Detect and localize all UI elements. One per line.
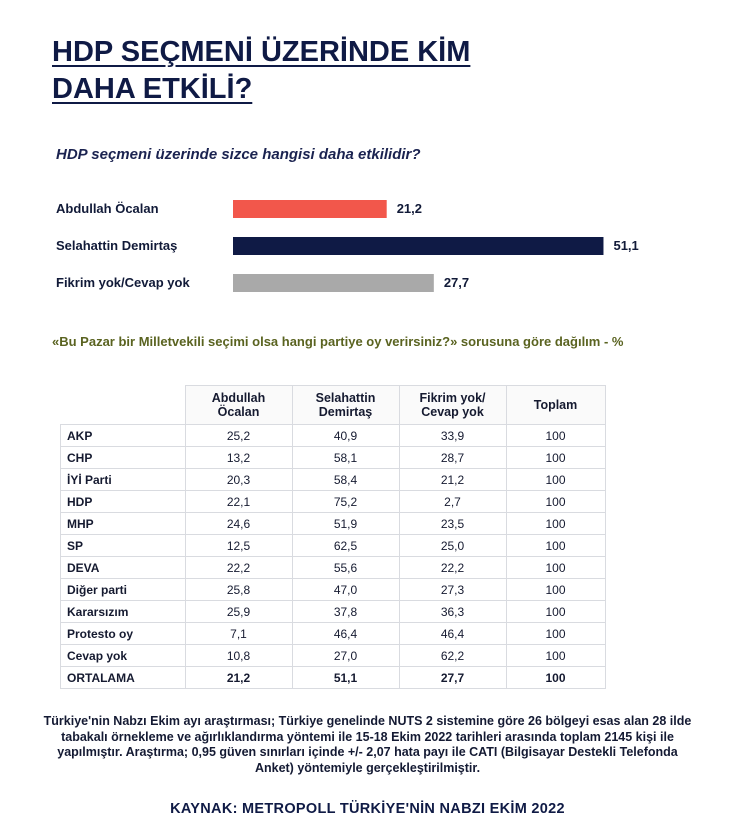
- methodology-footnote: Türkiye'nin Nabzı Ekim ayı araştırması; Türkiye genelinde NUTS 2 sistemine göre 26 bölgeyi esas alan 28 ilde tabakalı örnekleme ve ağırlıklandırma yöntemi ile 15-18 Ekim 2022 tarihleri arasında toplam 2145 kişi ile yapılmıştır. Araştırma; 0,95 güven sınırları içinde +/- 2,07 hata payı ile CATI (Bilgisayar Destekli Telefonda Anket) yöntemiyle gerçekleştirilmiştir.: [43, 714, 692, 775]
- value-cell: 100: [506, 491, 605, 513]
- value-cell: 12,5: [185, 535, 292, 557]
- party-name-cell: DEVA: [61, 557, 186, 579]
- column-header: Toplam: [506, 386, 605, 425]
- value-cell: 55,6: [292, 557, 399, 579]
- table-row: [61, 425, 606, 447]
- value-cell: 40,9: [292, 425, 399, 447]
- table-row: [61, 535, 606, 557]
- value-cell: 100: [506, 513, 605, 535]
- value-cell: 100: [506, 601, 605, 623]
- value-cell: 58,4: [292, 469, 399, 491]
- page-title: HDP SEÇMENİ ÜZERİNDE KİM DAHA ETKİLİ?: [52, 36, 471, 105]
- value-cell: 46,4: [292, 623, 399, 645]
- party-name-cell: HDP: [61, 491, 186, 513]
- value-cell: 7,1: [185, 623, 292, 645]
- table-subtitle: «Bu Pazar bir Milletvekili seçimi olsa hangi partiye oy verirsiniz?» sorusuna göre dağılım - %: [52, 334, 624, 349]
- column-header: Selahattin Demirtaş: [292, 386, 399, 425]
- value-cell: 58,1: [292, 447, 399, 469]
- value-cell: 62,5: [292, 535, 399, 557]
- bar-category-label: Abdullah Öcalan: [56, 201, 159, 216]
- value-cell: 37,8: [292, 601, 399, 623]
- value-cell: 21,2: [185, 667, 292, 689]
- bar-category-label: Fikrim yok/Cevap yok: [56, 275, 190, 290]
- chart-question: HDP seçmeni üzerinde sizce hangisi daha etkilidir?: [56, 146, 421, 163]
- value-cell: 28,7: [399, 447, 506, 469]
- value-cell: 25,8: [185, 579, 292, 601]
- table-header-row: [61, 386, 606, 425]
- bar-value-label: 27,7: [443, 275, 470, 290]
- table-row: [61, 491, 606, 513]
- bar-category-label: Selahattin Demirtaş: [56, 238, 178, 253]
- value-cell: 100: [506, 535, 605, 557]
- bar: [233, 274, 434, 292]
- value-cell: 75,2: [292, 491, 399, 513]
- value-cell: 62,2: [399, 645, 506, 667]
- table-average-row: [61, 667, 606, 689]
- value-cell: 33,9: [399, 425, 506, 447]
- party-name-cell: CHP: [61, 447, 186, 469]
- party-name-cell: MHP: [61, 513, 186, 535]
- value-cell: 2,7: [399, 491, 506, 513]
- party-name-cell: İYİ Parti: [61, 469, 186, 491]
- bar-value-label: 51,1: [613, 238, 639, 253]
- value-cell: 100: [506, 579, 605, 601]
- value-cell: 100: [506, 557, 605, 579]
- table-row: [61, 601, 606, 623]
- bar-value-label: 21,2: [396, 201, 423, 216]
- value-cell: 100: [506, 623, 605, 645]
- column-header: Abdullah Öcalan: [185, 386, 292, 425]
- value-cell: 27,3: [399, 579, 506, 601]
- party-name-cell: AKP: [61, 425, 186, 447]
- value-cell: 51,9: [292, 513, 399, 535]
- bar: [233, 200, 387, 218]
- value-cell: 22,2: [399, 557, 506, 579]
- value-cell: 25,9: [185, 601, 292, 623]
- value-cell: 23,5: [399, 513, 506, 535]
- value-cell: 46,4: [399, 623, 506, 645]
- value-cell: 100: [506, 469, 605, 491]
- value-cell: 47,0: [292, 579, 399, 601]
- value-cell: 20,3: [185, 469, 292, 491]
- value-cell: 36,3: [399, 601, 506, 623]
- value-cell: 100: [506, 645, 605, 667]
- value-cell: 100: [506, 425, 605, 447]
- value-cell: 27,0: [292, 645, 399, 667]
- value-cell: 25,0: [399, 535, 506, 557]
- party-name-cell: Diğer parti: [61, 579, 186, 601]
- party-name-cell: Kararsızım: [61, 601, 186, 623]
- crosstab-table: [60, 385, 606, 689]
- party-name-cell: ORTALAMA: [61, 667, 186, 689]
- source-line: KAYNAK: METROPOLL TÜRKİYE'NİN NABZI EKİM 2022: [170, 801, 565, 817]
- value-cell: 100: [506, 667, 605, 689]
- table-row: [61, 447, 606, 469]
- value-cell: 21,2: [399, 469, 506, 491]
- value-cell: 27,7: [399, 667, 506, 689]
- value-cell: 22,1: [185, 491, 292, 513]
- table-row: [61, 469, 606, 491]
- table-row: [61, 623, 606, 645]
- table-row: [61, 645, 606, 667]
- value-cell: 10,8: [185, 645, 292, 667]
- value-cell: 100: [506, 447, 605, 469]
- value-cell: 22,2: [185, 557, 292, 579]
- party-name-cell: Protesto oy: [61, 623, 186, 645]
- party-name-cell: SP: [61, 535, 186, 557]
- bar: [233, 237, 603, 255]
- value-cell: 25,2: [185, 425, 292, 447]
- table-corner-cell: [61, 386, 186, 425]
- table-row: [61, 513, 606, 535]
- crosstab-table-wrap: [60, 385, 606, 689]
- column-header: Fikrim yok/ Cevap yok: [399, 386, 506, 425]
- value-cell: 51,1: [292, 667, 399, 689]
- party-name-cell: Cevap yok: [61, 645, 186, 667]
- table-row: [61, 579, 606, 601]
- table-body: [61, 425, 606, 689]
- bar-chart: [0, 190, 735, 305]
- value-cell: 13,2: [185, 447, 292, 469]
- value-cell: 24,6: [185, 513, 292, 535]
- table-row: [61, 557, 606, 579]
